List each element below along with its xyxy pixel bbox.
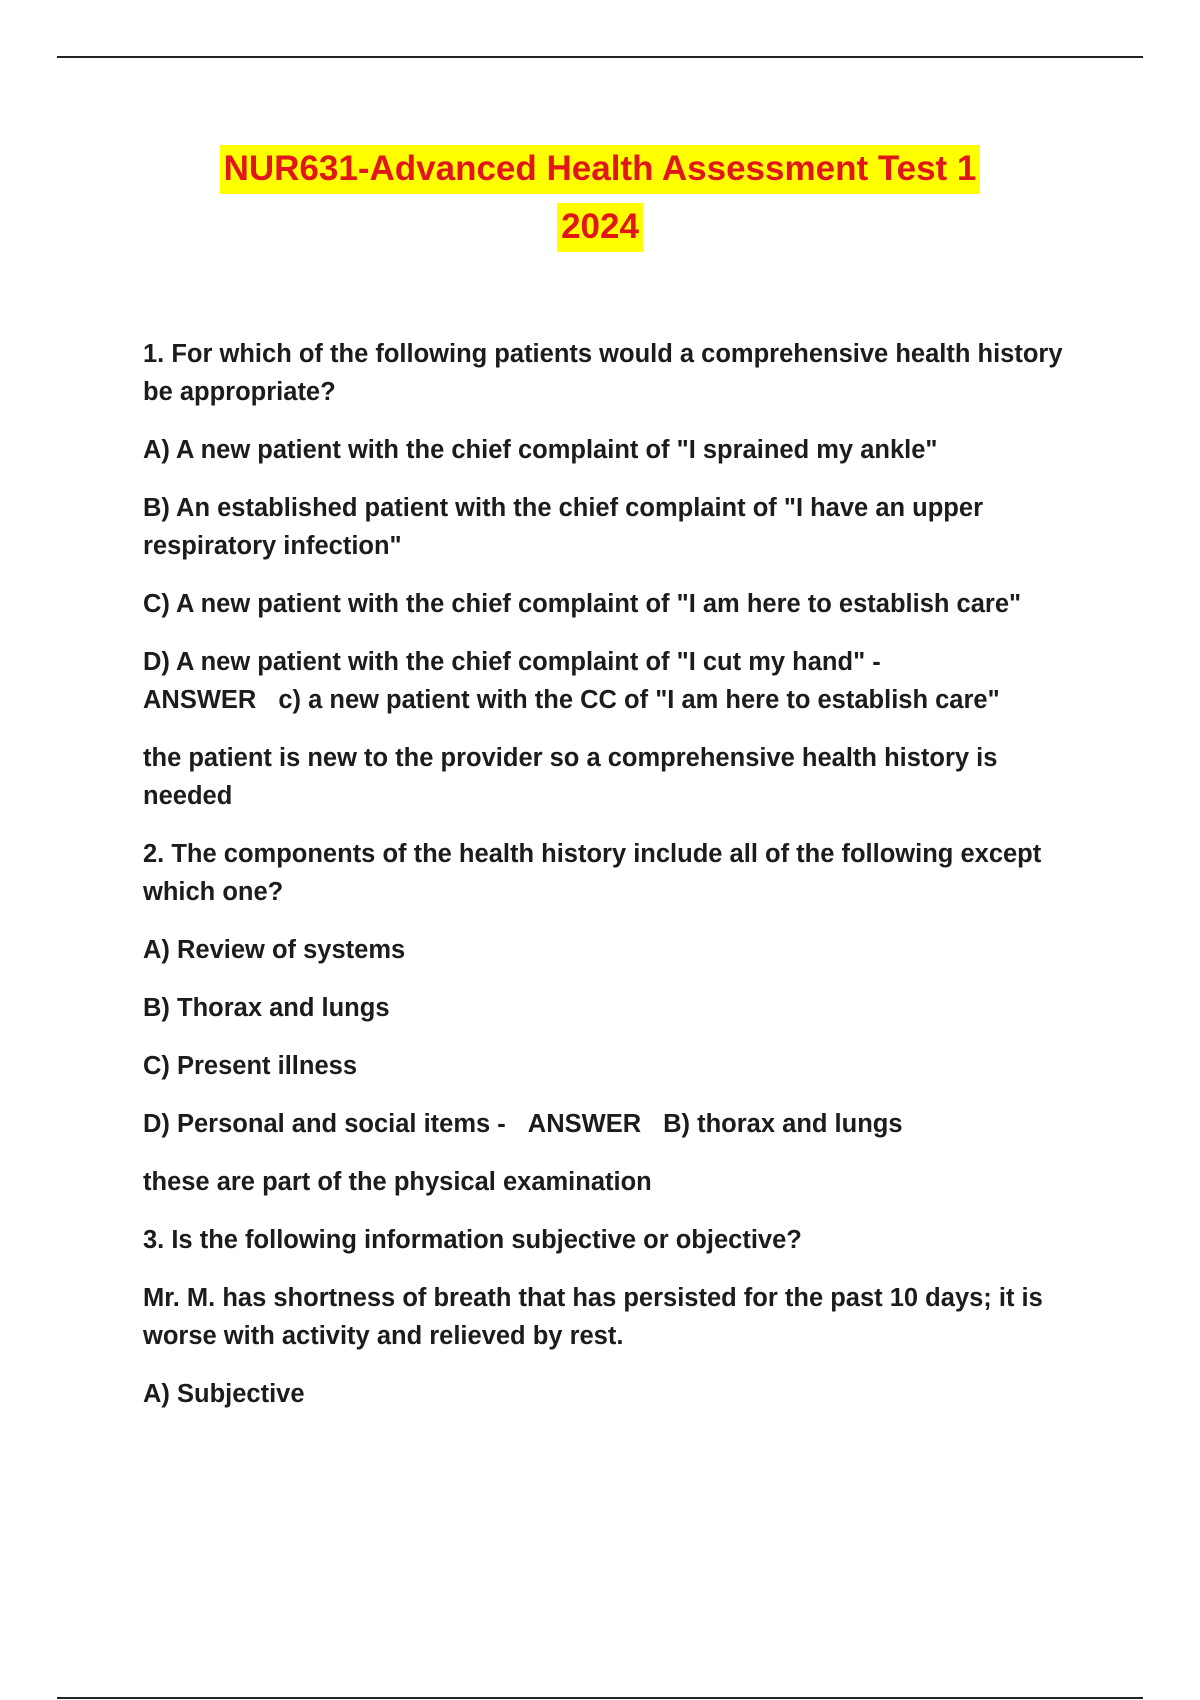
- title-line-2: [0, 198, 1200, 256]
- q2-answer-label: ANSWER: [527, 1110, 642, 1138]
- title-line-1: [0, 140, 1200, 198]
- q3-prompt: 3. Is the following information subjective or objective?: [143, 1226, 802, 1254]
- q1-prompt: 1. For which of the following patients would a comprehensive health history be appropriate?: [143, 340, 1063, 406]
- q3-scenario: Mr. M. has shortness of breath that has persisted for the past 10 days; it is worse with activity and relieved by rest.: [143, 1284, 1043, 1350]
- q2-answer-text: B) thorax and lungs: [663, 1110, 903, 1138]
- q1-option-d: D) A new patient with the chief complaint of "I cut my hand" -: [143, 648, 881, 676]
- q1-answer-text: c) a new patient with the CC of "I am here to establish care": [278, 686, 1000, 714]
- document-title: [0, 140, 1200, 256]
- q3-option-a: A) Subjective: [143, 1380, 305, 1408]
- q1-option-a: A) A new patient with the chief complaint of "I sprained my ankle": [143, 436, 938, 464]
- bottom-rule: [57, 1697, 1143, 1699]
- q2-explanation: these are part of the physical examination: [143, 1168, 652, 1196]
- title-highlight-2: 2024: [557, 203, 643, 252]
- q1-option-b: B) An established patient with the chief complaint of "I have an upper respiratory infection": [143, 494, 983, 560]
- q2-prompt: 2. The components of the health history include all of the following except which one?: [143, 840, 1042, 906]
- document-body: [143, 335, 1093, 1433]
- q2-option-d-with-answer: [143, 1105, 1093, 1143]
- top-rule: [57, 56, 1143, 58]
- q2-option-d: D) Personal and social items -: [143, 1110, 506, 1138]
- q2-option-c: C) Present illness: [143, 1052, 357, 1080]
- q1-explanation: the patient is new to the provider so a comprehensive health history is needed: [143, 744, 998, 810]
- q1-option-c: C) A new patient with the chief complaint of "I am here to establish care": [143, 590, 1022, 618]
- q1-option-d-with-answer: [143, 643, 1093, 719]
- q2-option-b: B) Thorax and lungs: [143, 994, 390, 1022]
- q2-option-a: A) Review of systems: [143, 936, 406, 964]
- title-highlight-1: NUR631-Advanced Health Assessment Test 1: [220, 145, 981, 194]
- q1-answer-label: ANSWER: [143, 686, 257, 714]
